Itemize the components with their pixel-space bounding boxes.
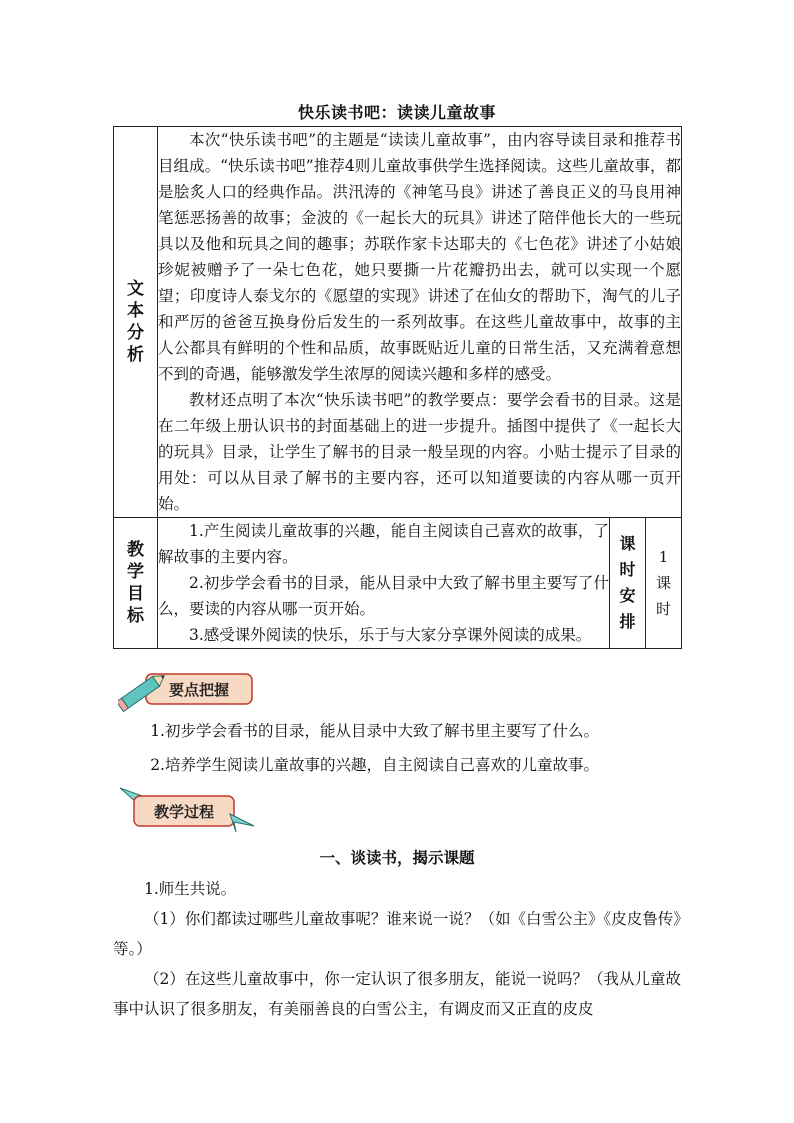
label-char: 学 — [127, 562, 144, 582]
banner-label: 教学过程 — [153, 803, 215, 821]
value-char: 课 — [656, 574, 672, 592]
key-points-list — [113, 718, 681, 778]
label-char: 教 — [127, 540, 144, 560]
process-paragraph: （1）你们都读过哪些儿童故事呢？谁来说一说？（如《白雪公主》《皮皮鲁传》等。） — [113, 910, 681, 958]
process-body — [113, 874, 681, 1024]
label-char: 标 — [127, 606, 144, 626]
label-char: 安 — [619, 586, 636, 605]
label-char: 文 — [127, 279, 144, 299]
teaching-goals-row — [114, 518, 682, 649]
process-paragraph: 1.师生共说。 — [144, 880, 237, 898]
analysis-paragraph: 本次“快乐读书吧”的主题是“读读儿童故事”，由内容导读目录和推荐书目组成。“快乐读书吧”推荐4则儿童故事供学生选择阅读。这些儿童故事，都是脍炙人口的经典作品。洪汛涛的《神笔马良》讲述了善良正义的马良用神笔惩恶扬善的故事；金波的《一起长大的玩具》讲述了陪伴他长大的一些玩具以及他和玩具之间的趣事；苏联作家卡达耶夫的《七色花》讲述了小姑娘珍妮被赠予了一朵七色花，她只要撕一片花瓣扔出去，就可以实现一个愿望；印度诗人泰戈尔的《愿望的实现》讲述了在仙女的帮助下，淘气的儿子和严厉的爸爸互换身份后发生的一系列故事。在这些儿童故事中，故事的主人公都具有鲜明的个性和品质，故事既贴近儿童的日常生活，又充满着意想不到的奇遇，能够激发学生浓厚的阅读兴趣和多样的感受。 — [158, 131, 682, 383]
teaching-goals-label — [114, 518, 158, 649]
text-analysis-content — [158, 127, 682, 518]
label-char: 课 — [619, 534, 636, 553]
goal-item: 3.感受课外阅读的快乐，乐于与大家分享课外阅读的成果。 — [189, 626, 592, 644]
schedule-label — [610, 518, 646, 649]
pencil-banner-graphic — [118, 664, 258, 716]
key-point-item: 2.培养学生阅读儿童故事的兴趣，自主阅读自己喜欢的儿童故事。 — [150, 756, 599, 774]
section-heading: 一、谈读书，揭示课题 — [319, 848, 475, 867]
text-analysis-label — [114, 127, 158, 518]
lesson-plan-table — [113, 126, 682, 649]
label-char: 目 — [127, 584, 144, 604]
label-char: 本 — [127, 301, 144, 321]
paper-plane-tail-icon — [230, 814, 254, 832]
key-points-banner — [118, 664, 258, 716]
value-char: 时 — [656, 600, 672, 618]
process-paragraph: （2）在这些儿童故事中，你一定认识了很多朋友，能说一说吗？（我从儿童故事中认识了很多朋友，有美丽善良的白雪公主，有调皮而又正直的皮皮 — [113, 970, 681, 1018]
process-banner — [118, 782, 258, 838]
schedule-value — [646, 518, 682, 649]
text-analysis-row — [114, 127, 682, 518]
label-char: 排 — [619, 612, 636, 631]
teaching-goals-content — [158, 518, 610, 649]
banner-label: 要点把握 — [168, 681, 230, 699]
analysis-paragraph: 教材还点明了本次“快乐读书吧”的教学要点：要学会看书的目录。这是在二年级上册认识书的封面基础上的进一步提升。插图中提供了《一起长大的玩具》目录，让学生了解书的目录一般呈现的内容。小贴士提示了目录的用处：可以从目录了解书的主要内容，还可以知道要读的内容从哪一页开始。 — [158, 391, 682, 513]
label-char: 析 — [127, 345, 144, 365]
goal-item: 2.初步学会看书的目录，能从目录中大致了解书里主要写了什么，要读的内容从哪一页开始。 — [158, 574, 609, 618]
plane-banner-graphic — [118, 782, 258, 838]
value-char: 1 — [658, 548, 669, 566]
label-char: 分 — [127, 323, 144, 343]
key-point-item: 1.初步学会看书的目录，能从目录中大致了解书里主要写了什么。 — [150, 722, 599, 740]
document-title: 快乐读书吧：读读儿童故事 — [297, 103, 496, 122]
label-char: 时 — [619, 560, 636, 579]
goal-item: 1.产生阅读儿童故事的兴趣，能自主阅读自己喜欢的故事，了解故事的主要内容。 — [158, 522, 609, 566]
